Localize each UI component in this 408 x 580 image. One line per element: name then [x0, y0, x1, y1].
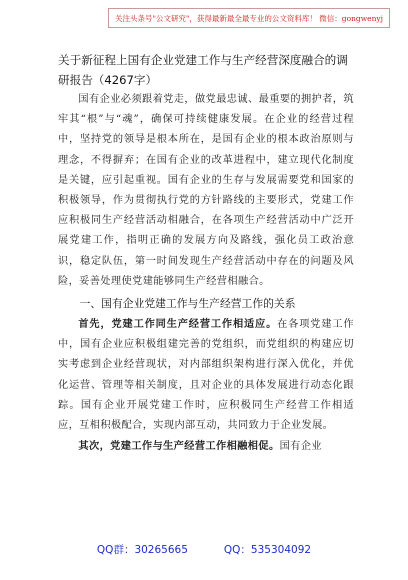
second-lead: 其次，党建工作与生产经营工作相融相促。	[78, 440, 280, 453]
section-heading: 一、国有企业党建工作与生产经营工作的关系	[79, 297, 296, 311]
intro-paragraph: 国有企业必须跟着党走，做党最忠诚、最重要的拥护者，筑牢其“根”与“魂”，确保可持续健康发展。在企业的经营过程中，坚持党的领导是根本所在，是国有企业的根本政治原则与理念，不得摒弃；在国有企业的改革进程中，建立现代化制度是关键，应引起重视。国有企业的生存与发展需要党和国家的积极领导，作为贯彻执行党的方针路线的主要形式，党建工作应积极同生产经营活动相融合，在各项生产经营活动中广泛开展党建工作，指明正确的发展方向及路线，强化员工政治意识，稳定队伍，第一时间发现生产经营活动中存在的问题及风险，妥善处理使党建能够同生产经营相融合。	[58, 94, 354, 287]
header-banner	[108, 8, 390, 28]
banner-text: 关注头条号"公文研究"，获得最新最全最专业的公文资料库！ 微信：gongwenyj	[115, 13, 383, 23]
first-paragraph	[58, 314, 354, 436]
second-body: 国有企业	[279, 441, 322, 453]
document-body	[58, 50, 354, 457]
second-paragraph	[58, 436, 354, 457]
document-title: 关于新征程上国有企业党建工作与生产经营深度融合的调研报告（4267字）	[58, 53, 348, 87]
qq-text: QQ：535304092	[223, 544, 312, 556]
footer-contacts	[0, 542, 408, 558]
qq-group-text: QQ群：30265665	[96, 544, 188, 556]
first-body: 在各项党建工作中，国有企业应积极组建完善的党组织，而党组织的构建应切实考虑到企业经营现状，对内部组织架构进行深入优化，并优化运营、管理等相关制度，且对企业的具体发展进行动态化跟踪。国有企业开展党建工作时，应积极同生产经营工作相适应，互相积极配合，实现内部互动，共同致力于企业发展。	[58, 319, 354, 432]
first-lead: 首先，党建工作同生产经营工作相适应。	[78, 318, 278, 331]
